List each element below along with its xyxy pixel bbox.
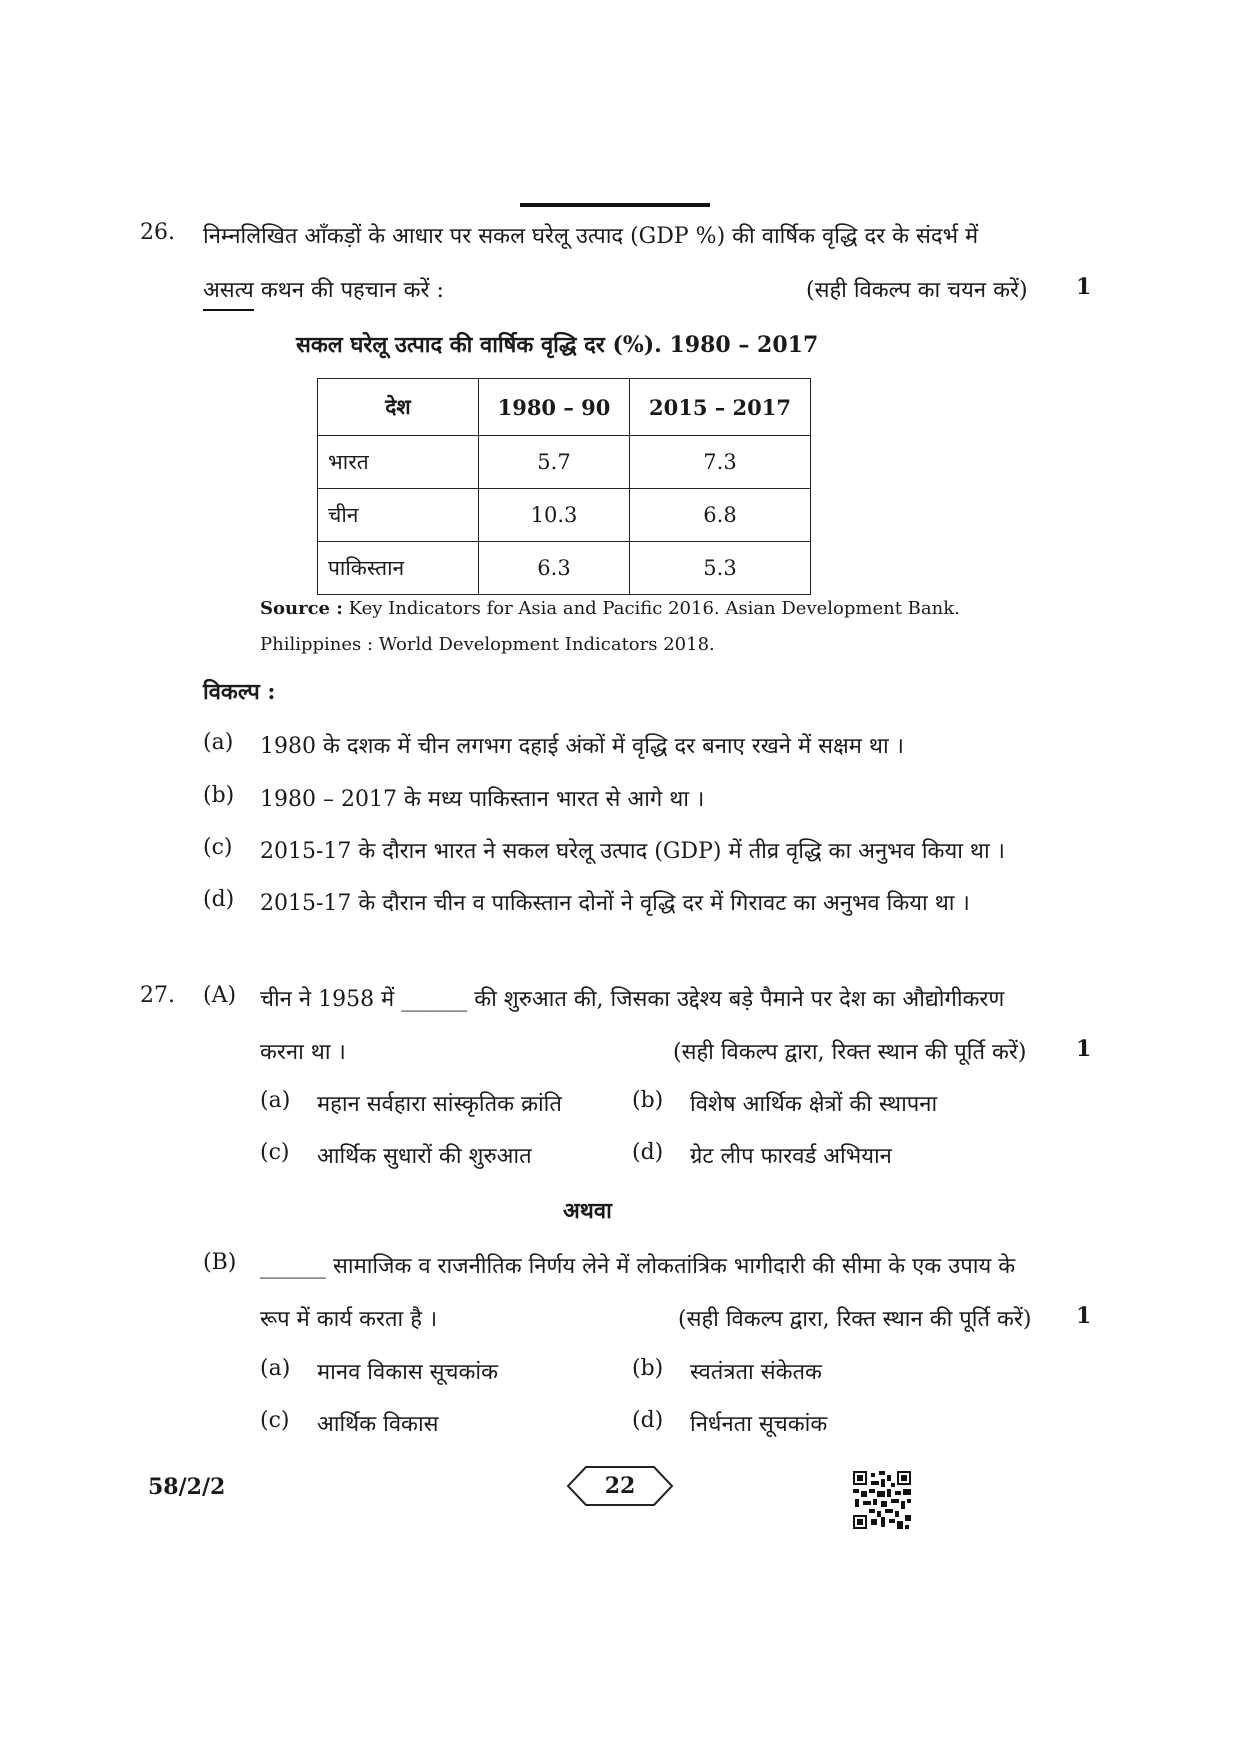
option-text: मानव विकास सूचकांक: [317, 1360, 499, 1385]
question-26-number: 26.: [140, 220, 175, 245]
part-b-line1: ______ सामाजिक व राजनीतिक निर्णय लेने में लोकतांत्रिक भागीदारी की सीमा के एक उपाय के: [260, 1254, 1016, 1279]
page-number: 22: [604, 1473, 636, 1499]
option-label: (b): [203, 783, 235, 808]
qr-code-icon: [853, 1471, 911, 1529]
question-26-line2-rest: कथन की पहचान करें :: [253, 278, 444, 303]
option-text: महान सर्वहारा सांस्कृतिक क्रांति: [317, 1092, 562, 1117]
table-header-country: देश: [318, 379, 479, 436]
table-cell-country: चीन: [318, 489, 479, 542]
option-text: 1980 – 2017 के मध्य पाकिस्तान भारत से आगे था ।: [260, 787, 705, 812]
option-label: (b): [632, 1356, 664, 1381]
part-b-instruction: (सही विकल्प द्वारा, रिक्त स्थान की पूर्ति करें): [678, 1307, 1032, 1332]
table-cell-value: 10.3: [479, 489, 630, 542]
table-header-1980-90: 1980 – 90: [479, 379, 630, 436]
paper-code: 58/2/2: [148, 1474, 226, 1500]
table-title: सकल घरेलू उत्पाद की वार्षिक वृद्धि दर (%). 1980 – 2017: [296, 332, 819, 358]
table-header-row: [318, 379, 811, 436]
option-label: (c): [260, 1140, 290, 1165]
option-text: 1980 के दशक में चीन लगभग दहाई अंकों में वृद्धि दर बनाए रखने में सक्षम था ।: [260, 734, 905, 759]
table-row: [318, 542, 811, 595]
page-number-badge: [566, 1465, 674, 1507]
table-cell-value: 5.3: [630, 542, 811, 595]
qr-code-graphic: [853, 1471, 911, 1529]
part-b-line2: रूप में कार्य करता है ।: [260, 1307, 438, 1332]
question-26-line2: [203, 274, 444, 304]
option-text: 2015-17 के दौरान चीन व पाकिस्तान दोनों ने वृद्धि दर में गिरावट का अनुभव किया था ।: [260, 891, 970, 916]
option-label: (d): [203, 887, 235, 912]
table-cell-country: भारत: [318, 436, 479, 489]
source-label: Source :: [260, 598, 343, 619]
source-text: Key Indicators for Asia and Pacific 2016. Asian Development Bank.: [342, 598, 960, 619]
table-cell-value: 7.3: [630, 436, 811, 489]
part-a-marks: 1: [1076, 1036, 1092, 1062]
or-text: अथवा: [563, 1198, 612, 1224]
option-text: आर्थिक सुधारों की शुरुआत: [317, 1144, 532, 1169]
source-line1: [260, 598, 960, 619]
options-heading: विकल्प :: [203, 679, 276, 705]
option-label: (c): [203, 835, 233, 860]
option-label: (b): [632, 1088, 664, 1113]
option-label: (a): [260, 1088, 291, 1113]
table-row: [318, 436, 811, 489]
question-26-keyword: असत्य: [203, 278, 254, 311]
part-b-marks: 1: [1076, 1303, 1092, 1329]
question-27-number: 27.: [140, 983, 175, 1008]
part-b-label: (B): [203, 1250, 237, 1275]
option-label: (d): [632, 1140, 664, 1165]
question-26-instruction: (सही विकल्प का चयन करें): [806, 278, 1028, 303]
table-cell-value: 5.7: [479, 436, 630, 489]
option-label: (d): [632, 1408, 664, 1433]
question-26-line1: निम्नलिखित आँकड़ों के आधार पर सकल घरेलू उत्पाद (GDP %) की वार्षिक वृद्धि दर के संदर्भ में: [203, 224, 979, 249]
part-a-line1: चीन ने 1958 में ______ की शुरुआत की, जिसका उद्देश्य बड़े पैमाने पर देश का औद्योगीकरण: [260, 987, 1005, 1012]
part-a-instruction: (सही विकल्प द्वारा, रिक्त स्थान की पूर्ति करें): [673, 1040, 1027, 1065]
table-cell-value: 6.8: [630, 489, 811, 542]
table-cell-country: पाकिस्तान: [318, 542, 479, 595]
option-label: (a): [260, 1356, 291, 1381]
part-a-line2: करना था ।: [260, 1040, 346, 1065]
table-header-2015-2017: 2015 – 2017: [630, 379, 811, 436]
question-26-marks: 1: [1076, 274, 1092, 300]
option-text: विशेष आर्थिक क्षेत्रों की स्थापना: [690, 1092, 938, 1117]
option-text: निर्धनता सूचकांक: [690, 1412, 828, 1437]
option-text: स्वतंत्रता संकेतक: [690, 1360, 822, 1385]
option-label: (a): [203, 730, 234, 755]
part-a-label: (A): [203, 983, 237, 1008]
option-label: (c): [260, 1408, 290, 1433]
source-line2: Philippines : World Development Indicators 2018.: [260, 634, 715, 655]
table-row: [318, 489, 811, 542]
table-cell-value: 6.3: [479, 542, 630, 595]
option-text: 2015-17 के दौरान भारत ने सकल घरेलू उत्पाद (GDP) में तीव्र वृद्धि का अनुभव किया था ।: [260, 839, 1005, 864]
top-divider: [520, 203, 710, 207]
option-text: ग्रेट लीप फारवर्ड अभियान: [690, 1144, 892, 1169]
gdp-growth-table: [317, 378, 811, 595]
option-text: आर्थिक विकास: [317, 1412, 439, 1437]
